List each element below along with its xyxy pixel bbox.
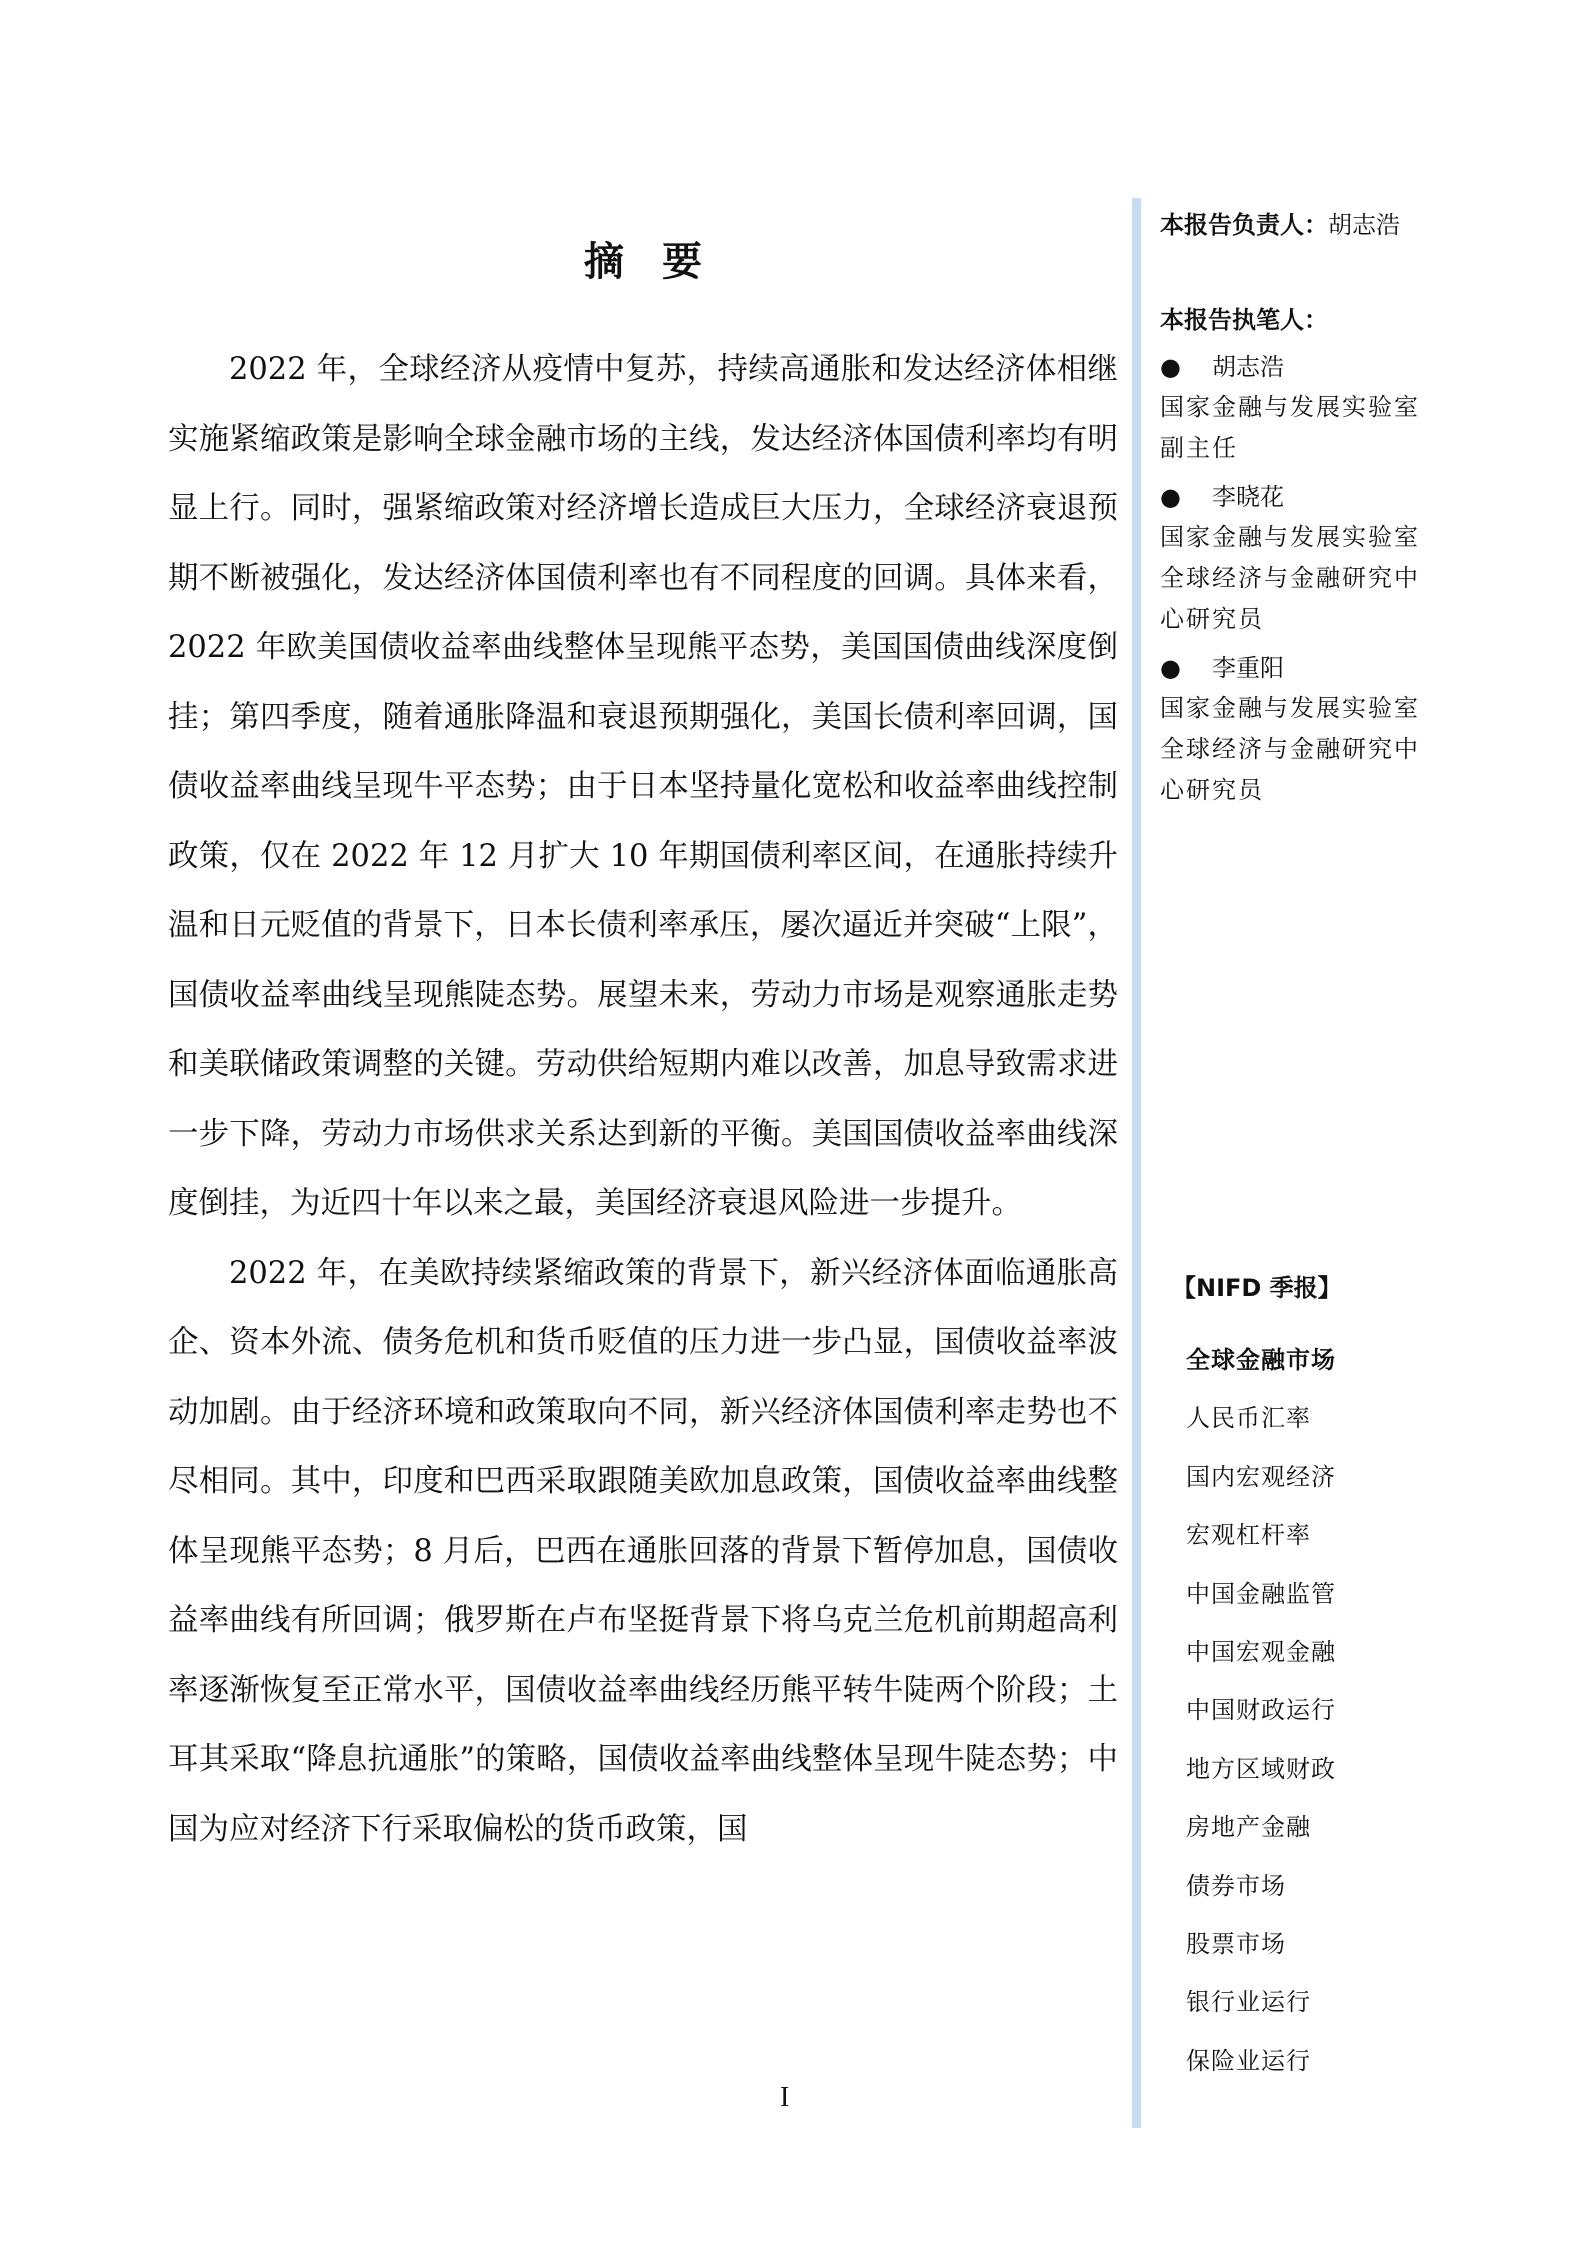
- bullet-icon: ●: [1160, 483, 1181, 511]
- lead-label: 本报告负责人：: [1160, 211, 1328, 239]
- series-item-domestic-macro: 国内宏观经济: [1186, 1462, 1336, 1491]
- paragraph-1: 2022 年，全球经济从疫情中复苏，持续高通胀和发达经济体相继实施紧缩政策是影响全球金融市场的主线，发达经济体国债利率均有明显上行。同时，强紧缩政策对经济增长造成巨大压力，全球经济衰退预期不断被强化，发达经济体国债利率也有不同程度的回调。具体来看，2022 年欧美国债收益率曲线整体呈现熊平态势，美国国债曲线深度倒挂；第四季度，随着通胀降温和衰退预期强化，美国长债利率回调，国债收益率曲线呈现牛平态势；由于日本坚持量化宽松和收益率曲线控制政策，仅在 2022 年 12 月扩大 10 年期国债利率区间，在通胀持续升温和日元贬值的背景下，日本长债利率承压，屡次逼近并突破“上限”，国债收益率曲线呈现熊陡态势。展望未来，劳动力市场是观察通胀走势和美联储政策调整的关键。劳动供给短期内难以改善，加息导致需求进一步下降，劳动力市场供求关系达到新的平衡。美国国债收益率曲线深度倒挂，为近四十年以来之最，美国经济衰退风险进一步提升。: [168, 352, 1118, 1221]
- series-item-real-estate-finance: 房地产金融: [1186, 1813, 1311, 1842]
- author-affiliation: 心研究员: [1160, 776, 1264, 804]
- author-item: [1160, 347, 1460, 469]
- series-item-bond-market: 债券市场: [1186, 1871, 1286, 1900]
- report-lead: [1160, 205, 1460, 240]
- sidebar: [1160, 205, 1460, 819]
- sidebar-divider: [1132, 198, 1141, 2128]
- author-item: [1160, 648, 1460, 811]
- series-item-rmb-exchange-rate: 人民币汇率: [1186, 1404, 1311, 1433]
- series-item-macro-leverage: 宏观杠杆率: [1186, 1521, 1311, 1550]
- author-affiliation: 心研究员: [1160, 605, 1264, 633]
- paragraph-2: 2022 年，在美欧持续紧缩政策的背景下，新兴经济体面临通胀高企、资本外流、债务危机和货币贬值的压力进一步凸显，国债收益率波动加剧。由于经济环境和政策取向不同，新兴经济体国债利率走势也不尽相同。其中，印度和巴西采取跟随美欧加息政策，国债收益率曲线整体呈现熊平态势；8 月后，巴西在通胀回落的背景下暂停加息，国债收益率曲线有所回调；俄罗斯在卢布坚挺背景下将乌克兰危机前期超高利率逐渐恢复至正常水平，国债收益率曲线经历熊平转牛陡两个阶段；土耳其采取“降息抗通胀”的策略，国债收益率曲线整体呈现牛陡态势；中国为应对经济下行采取偏松的货币政策，国: [168, 1255, 1118, 1847]
- author-affiliation: 国家金融与发展实验室: [1160, 523, 1420, 551]
- lead-name: 胡志浩: [1328, 211, 1400, 239]
- author-affiliation: 国家金融与发展实验室: [1160, 694, 1420, 722]
- author-affiliation: 全球经济与金融研究中: [1160, 735, 1420, 763]
- author-name: 李晓花: [1212, 483, 1284, 511]
- series-item-banking: 银行业运行: [1186, 1988, 1311, 2017]
- series-item-fiscal-operation: 中国财政运行: [1186, 1696, 1336, 1725]
- page-title: 摘要: [584, 239, 740, 285]
- series-item-insurance: 保险业运行: [1186, 2046, 1311, 2075]
- writers-heading: 本报告执笔人：: [1160, 306, 1328, 334]
- series-item-financial-regulation: 中国金融监管: [1186, 1579, 1336, 1608]
- author-affiliation: 国家金融与发展实验室: [1160, 393, 1420, 421]
- series-item-stock-market: 股票市场: [1186, 1930, 1286, 1959]
- main-content: [168, 210, 1118, 1864]
- author-affiliation: 全球经济与金融研究中: [1160, 564, 1420, 592]
- author-affiliation: 副主任: [1160, 434, 1238, 462]
- series-item-global-financial-market: 全球金融市场: [1186, 1346, 1336, 1374]
- series-heading: 【NIFD 季报】: [1172, 1274, 1342, 1302]
- bullet-icon: ●: [1160, 654, 1181, 682]
- author-name: 李重阳: [1212, 654, 1284, 682]
- page-number: I: [780, 2082, 790, 2113]
- author-item: [1160, 477, 1460, 640]
- bullet-icon: ●: [1160, 353, 1181, 381]
- series-item-macro-finance: 中国宏观金融: [1186, 1638, 1336, 1667]
- series-item-regional-fiscal: 地方区域财政: [1186, 1754, 1336, 1783]
- report-series: [1172, 1268, 1412, 2090]
- author-name: 胡志浩: [1212, 353, 1284, 381]
